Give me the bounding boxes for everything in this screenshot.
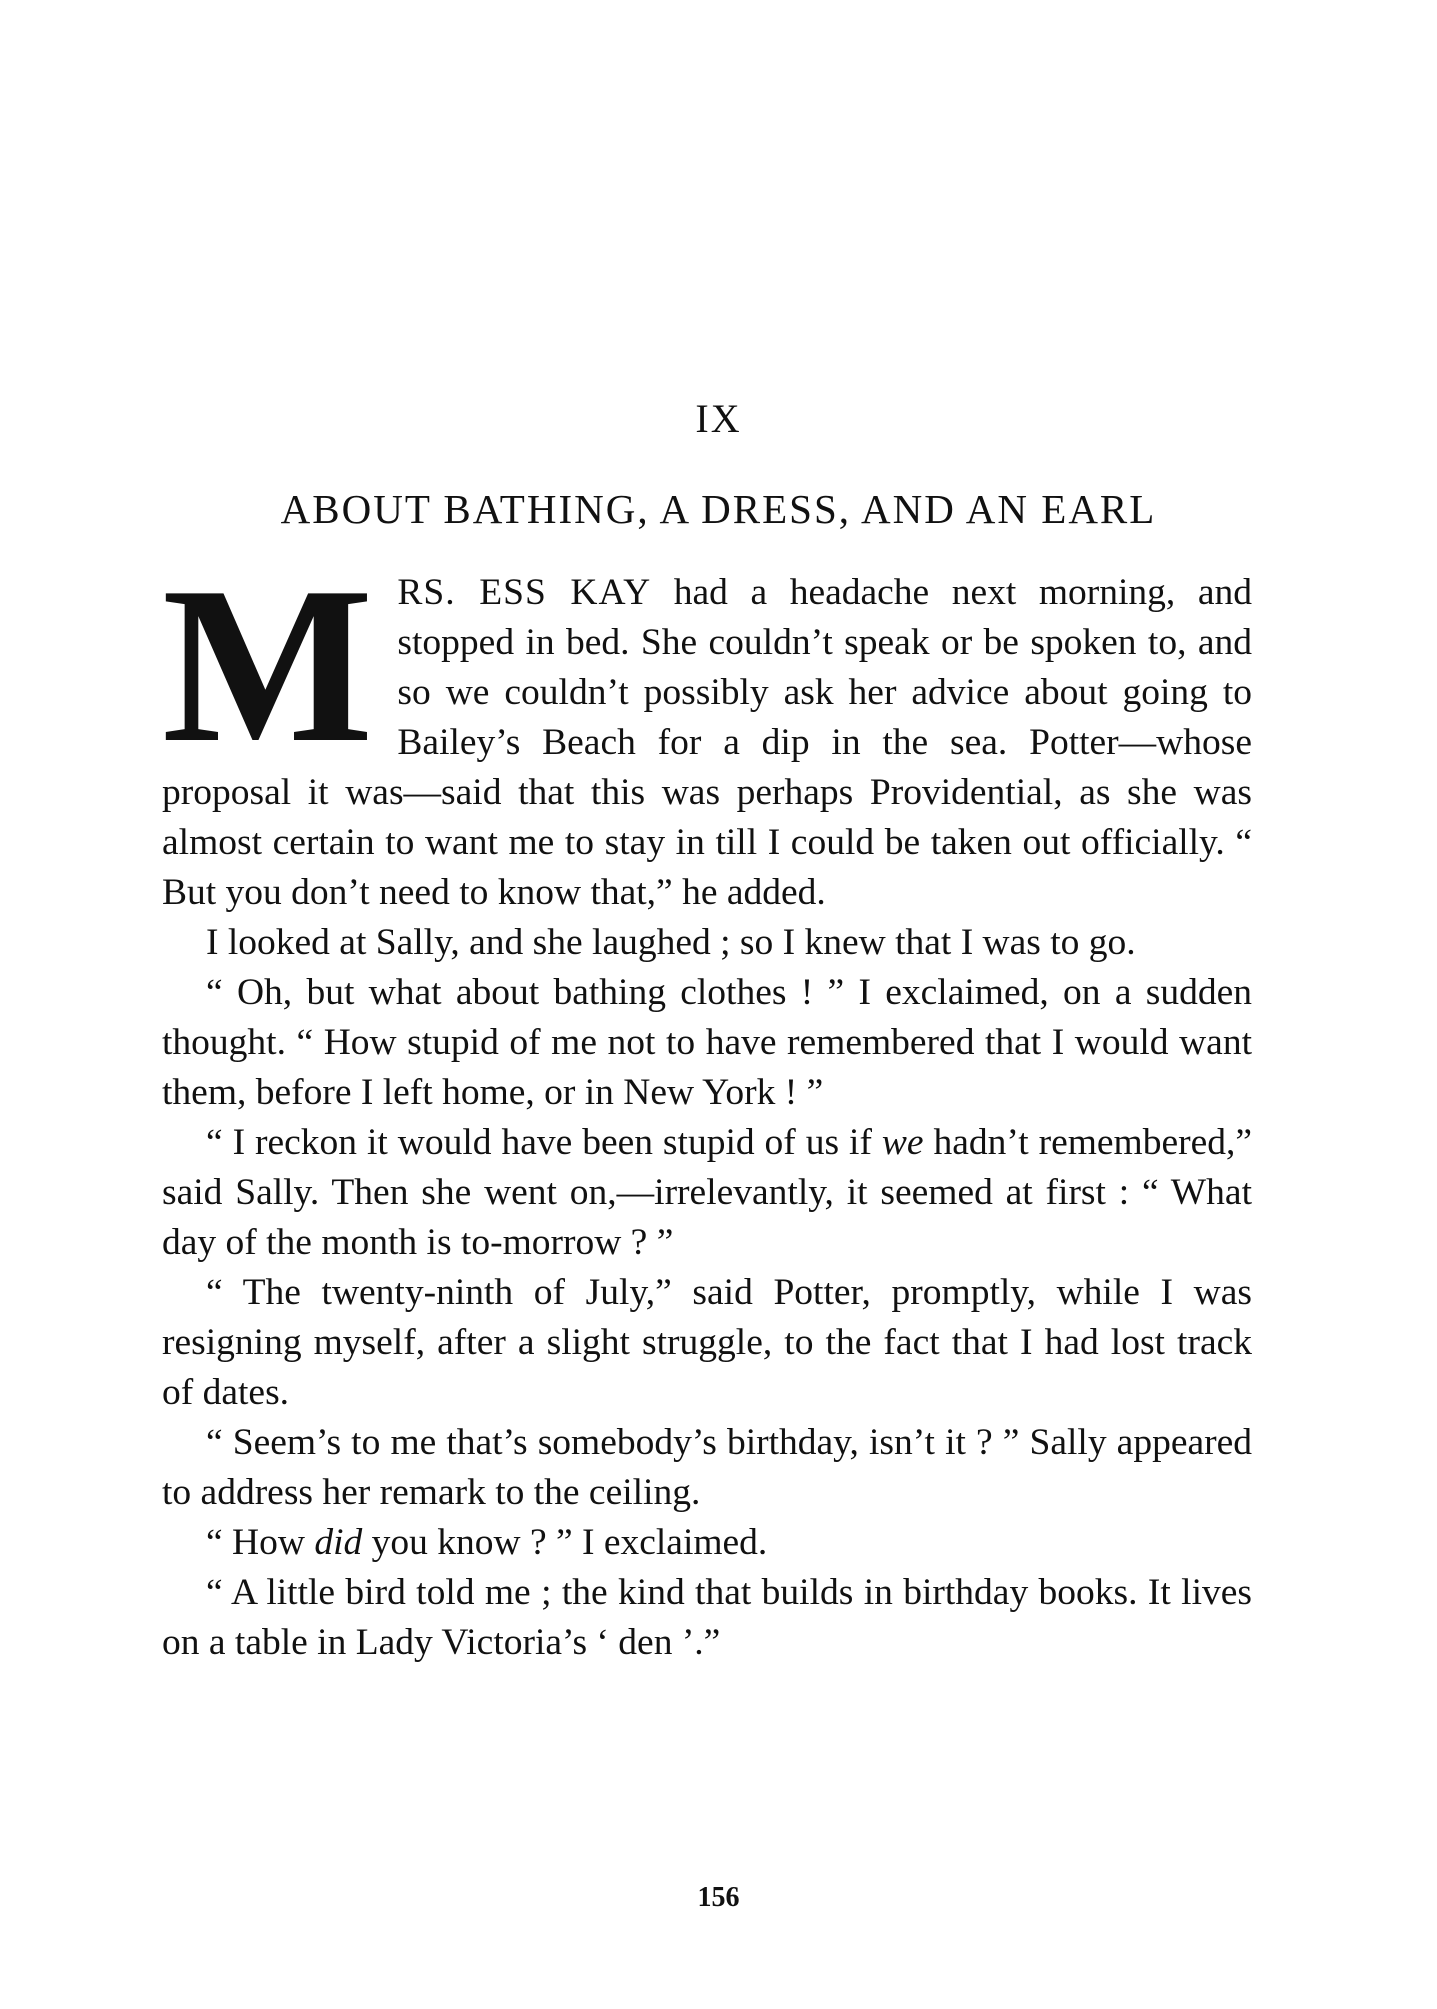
paragraph-4 — [162, 1118, 1252, 1268]
paragraph-7-before: “ How — [206, 1522, 315, 1563]
paragraph-5: “ The twenty-ninth of July,” said Potter, promptly, while I was resigning myself, after a slight struggle, to the fact that I had lost track of dates. — [162, 1272, 1252, 1413]
body-text — [162, 541, 1252, 1668]
paragraph-7 — [162, 1518, 1252, 1568]
paragraph-8: “ A little bird told me ; the kind that builds in birthday books. It lives on a table in Lady Victoria’s ‘ den ’.” — [162, 1572, 1252, 1663]
paragraph-lead: RS. ESS KAY — [397, 572, 652, 613]
paragraph-2: I looked at Sally, and she laughed ; so I knew that I was to go. — [206, 922, 1136, 963]
drop-cap: M — [162, 541, 374, 789]
paragraph-4-emphasis: we — [881, 1122, 924, 1163]
paragraph-4-after: hadn’t remembered,” said Sally. Then she went on,—irrelevantly, it seemed at first : “ What day of the month is to-morrow ? ” — [162, 1122, 1252, 1263]
paragraph-3: “ Oh, but what about bathing clothes ! ” I exclaimed, on a sudden thought. “ How stupid of me not to have remembered that I would want them, before I left home, or in New York ! ” — [162, 972, 1252, 1113]
paragraph-1-text: had a headache next morning, and stopped in bed. She couldn’t speak or be spoken to, and so we couldn’t possibly ask her advice about going to Bailey’s Beach for a dip in the sea. Potter—whose proposal it was—said that this was perhaps Providential, as she was almost certain to want me to stay in till I could be taken out officially. “ But you don’t need to know that,” he added. — [162, 572, 1252, 913]
page-number: 156 — [697, 1882, 740, 1913]
paragraph-7-after: you know ? ” I exclaimed. — [362, 1522, 768, 1563]
chapter-title: ABOUT BATHING, A DRESS, AND AN EARL — [280, 486, 1157, 532]
paragraph-6: “ Seem’s to me that’s somebody’s birthday, isn’t it ? ” Sally appeared to address her remark to the ceiling. — [162, 1422, 1252, 1513]
paragraph-4-before: “ I reckon it would have been stupid of us if — [206, 1122, 882, 1163]
chapter-number: IX — [695, 396, 742, 441]
paragraph-7-emphasis: did — [314, 1522, 363, 1563]
paragraph-1 — [162, 541, 1252, 918]
